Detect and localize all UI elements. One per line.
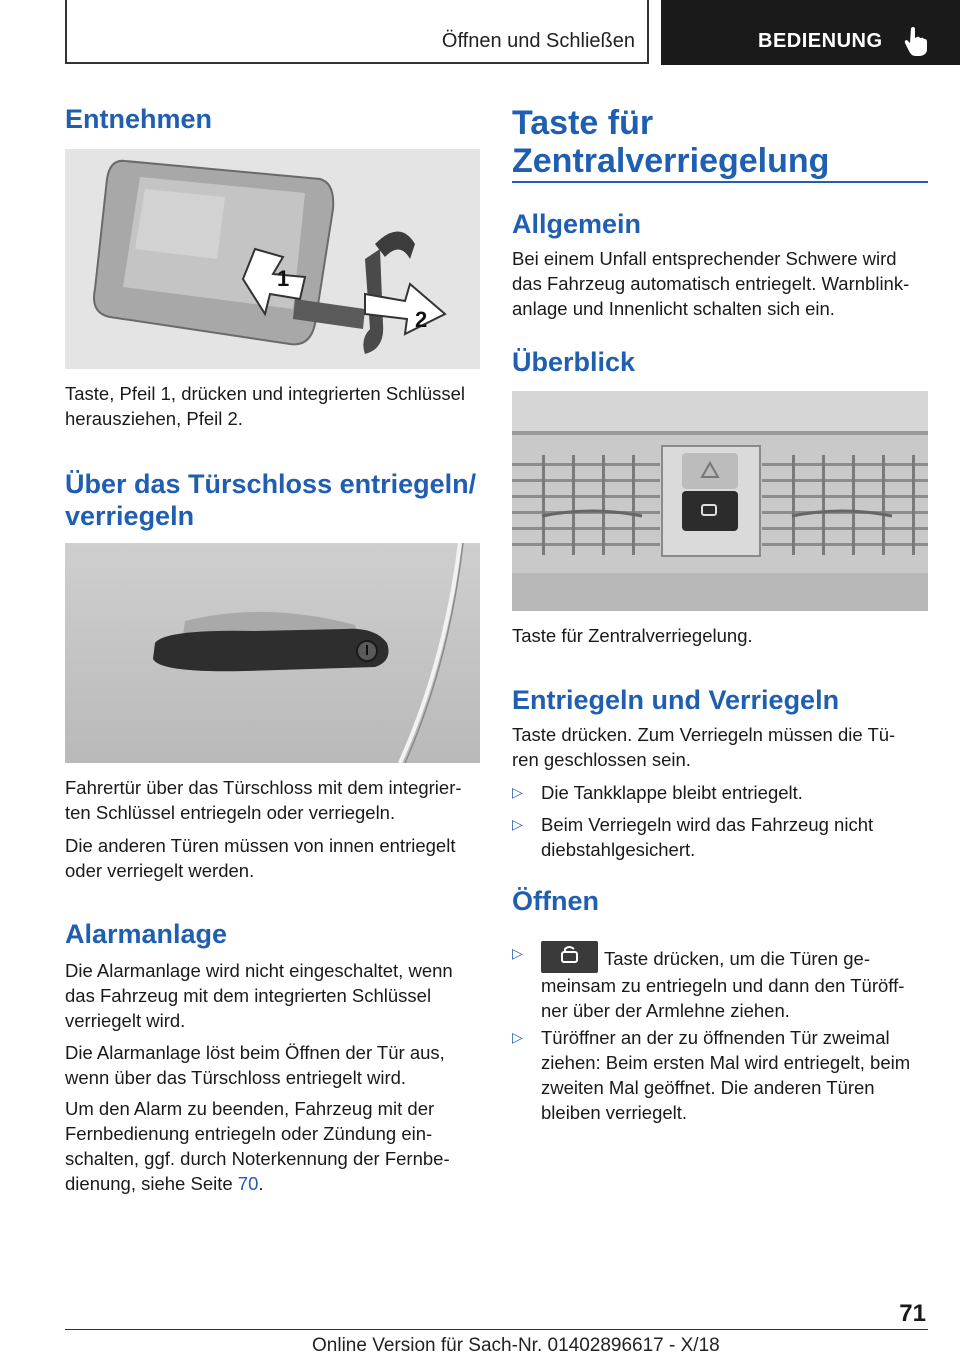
- section-title-entriegeln: Entriegeln und Verriegeln: [512, 685, 840, 715]
- section-title-tuerschloss: [65, 468, 476, 532]
- list-item-text: [541, 941, 929, 1023]
- entriegeln-line2: ren geschlossen sein.: [512, 749, 691, 770]
- central-lock-button-figure: [512, 391, 928, 611]
- page-number: 71: [899, 1300, 926, 1327]
- alarm-paragraph-1: [65, 958, 485, 1033]
- alarm-p3-line3: schalten, ggf. durch Noterkennung der Fernbe-: [65, 1148, 450, 1169]
- list-item: [512, 812, 928, 862]
- main-title-line1: Taste für: [512, 104, 654, 142]
- list-item-text: Die Tankklappe bleibt entriegelt.: [541, 782, 803, 803]
- list-item-line1: Beim Verriegeln wird das Fahrzeug nicht: [541, 814, 874, 835]
- list-item-text: [541, 1025, 929, 1125]
- alarm-paragraph-2: [65, 1040, 485, 1090]
- alarm-p3-line4: dienung, siehe Seite: [65, 1173, 238, 1194]
- key-removal-figure: [65, 149, 480, 369]
- header-chapter-title: BEDIENUNG: [758, 30, 883, 52]
- oeffnen-b1-line3: ner über der Armlehne ziehen.: [541, 1000, 790, 1021]
- list-item-line2: diebstahlgesichert.: [541, 839, 696, 860]
- footer-rule: [65, 1329, 928, 1330]
- tuerschloss-p1-line2: ten Schlüssel entriegeln oder verriegeln.: [65, 802, 396, 823]
- header-section-title: Öffnen und Schließen: [441, 30, 635, 52]
- list-item: [512, 780, 928, 805]
- entriegeln-line1: Taste drücken. Zum Verriegeln müssen die Tü-: [512, 724, 896, 745]
- header-chapter-box: [661, 0, 960, 65]
- tuerschloss-paragraph-1: [65, 775, 485, 825]
- title-rule: [512, 181, 928, 183]
- list-item-text: [541, 812, 929, 862]
- oeffnen-b2-line2: ziehen: Beim ersten Mal wird entriegelt, beim: [541, 1052, 911, 1073]
- bullet-triangle-icon: ▷: [512, 816, 523, 832]
- bullet-triangle-icon: ▷: [512, 945, 523, 961]
- header-section-box: [65, 0, 649, 64]
- tuerschloss-p2-line1: Die anderen Türen müssen von innen entriegelt: [65, 835, 456, 856]
- entnehmen-caption: Taste, Pfeil 1, drücken und integrierten Schlüssel herausziehen, Pfeil 2.: [65, 383, 466, 429]
- central-lock-key-icon: [541, 941, 598, 973]
- main-title-line2: Zentralverriegelung: [512, 142, 830, 180]
- alarm-p1-line2: das Fahrzeug mit dem integrierten Schlüssel: [65, 985, 432, 1006]
- section-title-oeffnen: Öffnen: [512, 886, 599, 916]
- tuerschloss-paragraph-2: [65, 833, 485, 883]
- oeffnen-b1-line2: meinsam zu entriegeln und dann den Türöff-: [541, 975, 905, 996]
- allgemein-line3: anlage und Innenlicht schalten sich ein.: [512, 298, 835, 319]
- ueberblick-caption: Taste für Zentralverriegelung.: [512, 625, 753, 646]
- section-title-entnehmen: Entnehmen: [65, 104, 213, 134]
- figure-label-1: 1: [277, 266, 290, 291]
- tuerschloss-p2-line2: oder verriegelt werden.: [65, 860, 255, 881]
- oeffnen-b2-line3: zweiten Mal geöffnet. Die anderen Türen: [541, 1077, 875, 1098]
- oeffnen-b2-line1: Türöffner an der zu öffnenden Tür zweimal: [541, 1027, 890, 1048]
- main-title: [512, 104, 829, 180]
- oeffnen-b2-line4: bleiben verriegelt.: [541, 1102, 688, 1123]
- alarm-p3-line2: Fernbedienung entriegeln oder Zündung ein-: [65, 1123, 433, 1144]
- figure-label-2: 2: [415, 307, 428, 332]
- pointing-hand-icon: [903, 26, 929, 56]
- page-link-70[interactable]: 70: [237, 1173, 259, 1194]
- tuerschloss-title-line2: verriegeln: [65, 501, 195, 531]
- alarm-paragraph-3: [65, 1096, 485, 1196]
- tuerschloss-title-line1: Über das Türschloss entriegeln/: [65, 469, 477, 499]
- allgemein-line2: das Fahrzeug automatisch entriegelt. Warnblink-: [512, 273, 910, 294]
- oeffnen-b1-line1: Taste drücken, um die Türen ge-: [604, 948, 870, 969]
- alarm-p2-line2: wenn über das Türschloss entriegelt wird.: [65, 1067, 407, 1088]
- allgemein-line1: Bei einem Unfall entsprechender Schwere wird: [512, 248, 897, 269]
- section-title-ueberblick: Überblick: [512, 347, 636, 377]
- tuerschloss-p1-line1: Fahrertür über das Türschloss mit dem integrier-: [65, 777, 462, 798]
- allgemein-paragraph: [512, 246, 932, 321]
- door-handle-figure: [65, 543, 480, 763]
- list-item: [512, 941, 928, 1021]
- list-item: [512, 1025, 928, 1125]
- alarm-p1-line3: verriegelt wird.: [65, 1010, 186, 1031]
- alarm-p1-line1: Die Alarmanlage wird nicht eingeschaltet, wenn: [65, 960, 453, 981]
- alarm-p3-line1: Um den Alarm zu beenden, Fahrzeug mit der: [65, 1098, 435, 1119]
- alarm-p2-line1: Die Alarmanlage löst beim Öffnen der Tür aus,: [65, 1042, 445, 1063]
- section-title-allgemein: Allgemein: [512, 209, 642, 239]
- alarm-p3-end: .: [258, 1173, 264, 1194]
- footer-online-version: Online Version für Sach-Nr. 01402896617 - X/18: [312, 1335, 720, 1356]
- section-title-alarmanlage: Alarmanlage: [65, 919, 228, 949]
- bullet-triangle-icon: ▷: [512, 1029, 523, 1045]
- bullet-triangle-icon: ▷: [512, 784, 523, 800]
- entriegeln-paragraph: [512, 722, 932, 772]
